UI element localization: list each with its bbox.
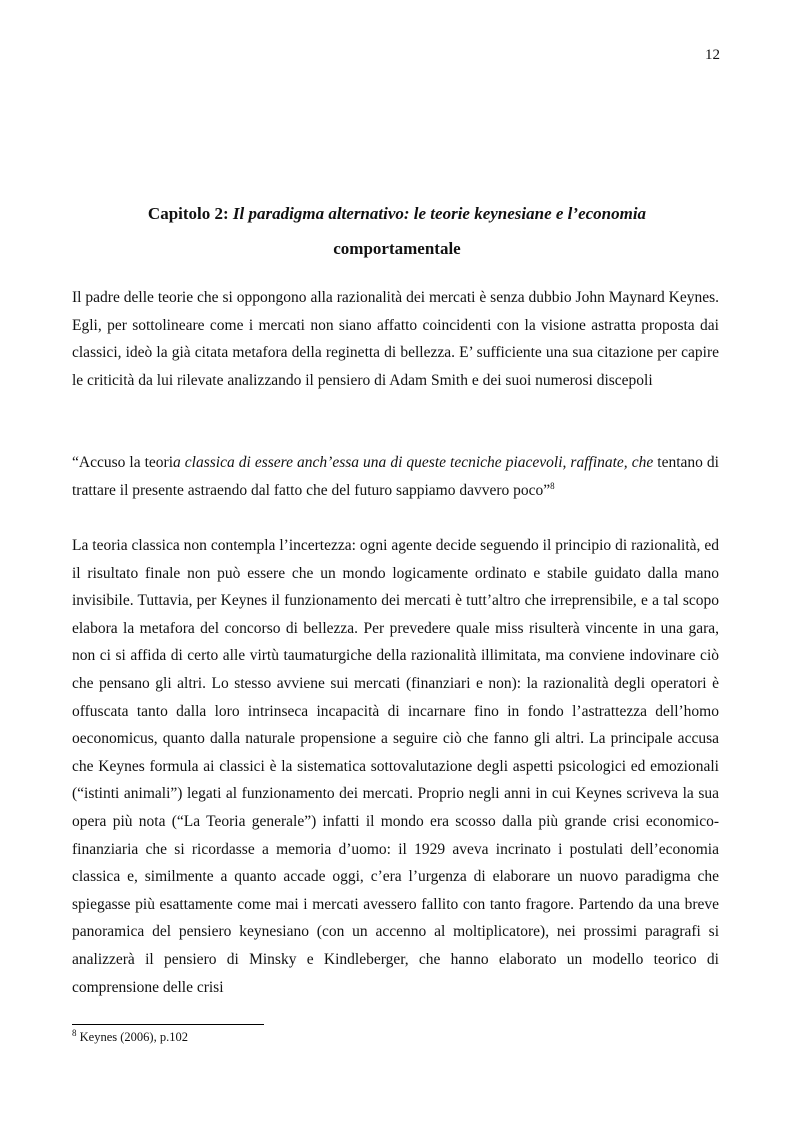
footnote (72, 1027, 188, 1045)
chapter-title (72, 196, 722, 266)
chapter-title-italic: Il paradigma alternativo: le teorie keynesiane e l’economia (232, 204, 647, 223)
paragraph-body: La teoria classica non contempla l’incertezza: ogni agente decide seguendo il principio di razionalità, ed il risultato finale non può essere che un mondo logicamente ordinato e stabile guidato dalla mano invisibile. Tuttavia, per Keynes il funzionamento dei mercati è tutt’altro che irreprensibile, e a tal scopo elabora la metafora del concorso di bellezza. Per prevedere quale miss risulterà vincente in una gara, non ci si affida di certo alle virtù taumaturgiche della razionalità illimitata, ma conviene indovinare ciò che pensano gli altri. Lo stesso avviene sui mercati (finanziari e non): la razionalità degli operatori è offuscata tanto dalla loro intrinseca incapacità di incarnare fino in fondo l’astrattezza dell’homo oeconomicus, quanto dalla naturale propensione a seguire ciò che fanno gli altri. La principale accusa che Keynes formula ai classici è la sistematica sottovalutazione degli aspetti psicologici ed emozionali (“istinti animali”) legati al funzionamento dei mercati. Proprio negli anni in cui Keynes scriveva la sua opera più nota (“La Teoria generale”) infatti il mondo era scosso dalla più grande crisi economico-finanziaria che si ricordasse a memoria d’uomo: il 1929 aveva incrinato i postulati dell’economia classica e, similmente a quanto accade oggi, c’era l’urgenza di elaborare un nuovo paradigma che spiegasse più esattamente come mai i mercati avessero fallito con tanto fragore. Partendo da una breve panoramica del pensiero keynesiano (con un accenno al moltiplicatore), nei prossimi paragrafi si analizzerà il pensiero di Minsky e Kindleberger, che hanno elaborato un modello teorico di comprensione delle crisi (72, 537, 719, 996)
page-number: 12 (705, 47, 720, 63)
quote-italic: a classica di essere anch’essa una di queste tecniche piacevoli, raffinate, che (173, 454, 654, 471)
footnote-reference[interactable]: 8 (550, 480, 555, 491)
chapter-title-prefix: Capitolo 2: (147, 204, 233, 223)
chapter-title-line2: comportamentale (333, 239, 461, 258)
footnote-text: Keynes (2006), p.102 (76, 1030, 188, 1044)
quote-end: tentano di trattare il presente astraendo dal fatto che del futuro sappiamo davvero poco” (72, 454, 719, 499)
keynes-quote (72, 449, 719, 504)
footnote-divider (72, 1024, 264, 1025)
paragraph-intro: Il padre delle teorie che si oppongono alla razionalità dei mercati è senza dubbio John Maynard Keynes. Egli, per sottolineare come i mercati non siano affatto coincidenti con la visione astratta proposta dai classici, ideò la già citata metafora della reginetta di bellezza. E’ sufficiente una sua citazione per capire le criticità da lui rilevate analizzando il pensiero di Adam Smith e dei suoi numerosi discepoli (72, 289, 719, 389)
footnote-number: 8 (72, 1027, 77, 1038)
quote-start: “Accuso la teori (72, 454, 174, 471)
